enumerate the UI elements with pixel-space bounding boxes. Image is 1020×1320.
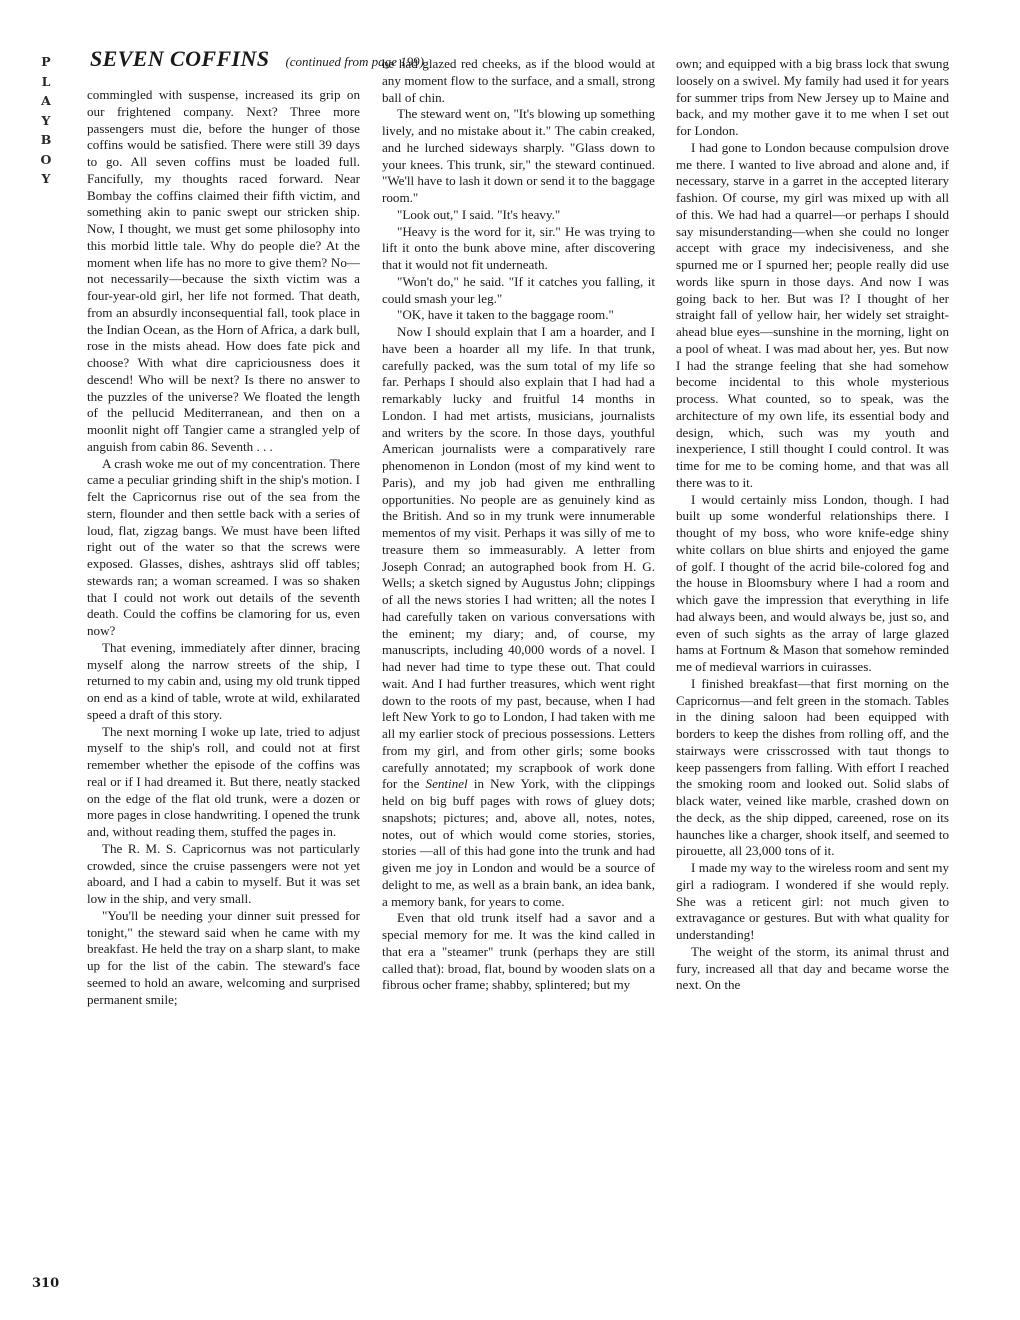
paragraph: "Look out," I said. "It's heavy." [397,206,561,222]
text-column-3 [676,56,949,994]
masthead-letter: O [40,151,52,167]
paragraph: I finished breakfast—that first morning on the Capricornus—and felt green in the stomach. Tables in the dining saloon had been equipped with borders to keep the dishes from rolling off, and the stairways were crisscrossed with taut thongs to keep passengers from falling. With effort I reached the smoking room and looked out. Solid slabs of black water, veined like marble, crashed down on the deck, as the ship dipped, careened, rose on its haunches like a charger, shook itself, and seemed to pirouette, all 23,000 tons of it. [676,675,949,859]
text-column-1 [87,87,360,1008]
paragraph: The R. M. S. Capricornus was not particularly crowded, since the cruise passengers were not yet aboard, and I had a cabin to myself. But it was set low in the ship, and very small. [87,840,360,906]
paragraph: The next morning I woke up late, tried to adjust myself to the ship's roll, and could not at first remember whether the episode of the coffins was real or if I had dreamed it. But there, neatly stacked on the edge of the flat old trunk, were a dozen or more pages in close handwriting. I opened the trunk and, without reading them, stuffed the pages in. [87,723,360,839]
paragraph: he had glazed red cheeks, as if the blood would at any moment flow to the surface, and a small, strong ball of chin. [382,56,655,105]
page-number: 310 [32,1276,60,1291]
paragraph: The weight of the storm, its animal thrust and fury, increased all that day and became worse the next. On the [676,943,949,993]
story-title: SEVEN COFFINS [90,46,270,71]
paragraph: I made my way to the wireless room and sent my girl a radiogram. I wondered if she would reply. She was a reticent girl: not much given to extravagance or gestures. But with what quality for understanding! [676,860,949,942]
masthead-letter: L [41,73,51,89]
paragraph: own; and equipped with a big brass lock that swung loosely on a swivel. My family had used it for years for summer trips from New Jersey up to Maine and back, and my mother gave it to me when I set out for London. [676,56,949,138]
paragraph: "Won't do," he said. "If it catches you falling, it could smash your leg." [382,273,655,306]
paragraph: "Heavy is the word for it, sir." He was trying to lift it onto the bunk above mine, after discovering that it would not fit underneath. [382,223,655,272]
masthead-letter: A [41,93,51,108]
paragraph: "OK, have it taken to the baggage room." [397,307,614,323]
story-heading [90,46,424,72]
paragraph: Even that old trunk itself had a savor and a special memory for me. It was the kind called in that era a "steamer" trunk (perhaps they are still called that): broad, flat, bound by wooden slats on a fibrous ocher frame; shabby, splintered; but my [382,910,655,993]
paragraph: That evening, immediately after dinner, bracing myself along the narrow streets of the ship, I returned to my cabin and, using my old trunk tipped on end as a kind of table, wrote at wild, exhilarated speed a draft of this story. [87,639,360,722]
text-column-2 [382,56,655,994]
paragraph: I had gone to London because compulsion drove me there. I wanted to live abroad and alone and, if necessary, starve in a garret in the accepted literary fashion. Of course, my girl was mixed up with all of this. We had had a quarrel—or perhaps I should say misunderstanding—when she could no longer accept with grace my indecisiveness, and she spurned me or I spurned her; people really did use words like spurn in those days. And now I was going back to her. But was I? I thought of her straight fall of yellow hair, her widely set straight-ahead blue eyes—sunshine in the morning, light on a pool of wheat. I was mad about her, yes. But now I had the strange feeling that she had somehow become incidental to this whole mysterious process. What counted, so to speak, was the architecture of my own life, its essential body and design, which, such was my youth and inexperience, I still thought I could control. It was time for me to be coming home, and that was all there was to it. [676,139,949,490]
paragraph: The steward went on, "It's blowing up something lively, and no mistake about it." The cabin creaked, and he lurched sideways sharply. "Glass down to your knees. This trunk, sir," the steward continued. "We'll have to lash it down or send it to the baggage room." [382,106,655,205]
paragraph: I would certainly miss London, though. I had built up some wonderful relationships there. I thought of my boss, who wore knife-edge shiny white collars on blue shirts and enjoyed the game of golf. I thought of the acrid bile-colored fog and the house in Bloomsbury where I had a room and which gave the impression that everything in life had always been, and would always be, just so, and even of such sights as the array of large glazed hams at Fortnum & Mason that somehow reminded me of medieval warriors in cuirasses. [676,491,949,674]
playboy-masthead [34,52,58,189]
paragraph: commingled with suspense, increased its grip on our frightened company. Next? Three more passengers must die, before the hunger of those coffins would be satisfied. There were still 39 days to go. All seven coffins must be loaded full. Fancifully, my thoughts raced forward. Near Bombay the coffins claimed their fifth victim, and something akin to panic swept our stricken ship. Now, I thought, we must get some philosophy into this morbid little tale. Why do people die? At the moment when life has no more to give them? No—not necessarily—because the sixth victim was a four-year-old girl, her life not formed. That death, from an absurdly inconsequential fall, took place in the Indian Ocean, as the Horn of Africa, a dark bull, rose in the mists ahead. How does fate pick and choose? With what dire capriciousness does it descend! Who will be next? Is there no answer to the puzzles of the universe? We floated the length of the pellucid Mediterranean, and then on a moonlit night off Tangier came a strangled yelp of anguish from cabin 86. Seventh . . . [87,87,360,454]
masthead-letter: Y [41,112,51,128]
paragraph: Now I should explain that I am a hoarder, and I have been a hoarder all my life. In that trunk, carefully packed, was the sum total of my life so far. Perhaps I should also explain that I had had a remarkably lucky and fruitful 14 months in London. I had met artists, musicians, journalists and writers by the score. In those days, youthful American journalists were a comparatively rare phenomenon in London (most of my kind went to Paris), and my job had given me enthralling opportunities. No people are as genuinely kind as the British. And so in my trunk were innumerable mementos of my visit. Perhaps it was silly of me to treasure them so immeasurably. A letter from Joseph Conrad; an autographed book from H. G. Wells; a sketch signed by Augustus John; clippings of all the news stories I had written; all the notes I had carefully taken on various conversations with the eminent; my diary; and, of course, my manuscripts, including 40,000 words of a novel. I had never had time to type these out. That could wait. And I had further treasures, which went right down to the roots of my past, because, when I had left New York to go to London, I had taken with me all my earlier stock of precious possessions. Letters from my girl, and from other girls; some books carefully annotated; my scrapbook of work done for the Sentinel in New York, with the clippings held on big buff pages with rows of gluey dots; snapshots; pictures; and, above all, notes, notes, notes, out of which would come stories, stories, stories —all of this had gone into the trunk and had given me joy in London and would be a source of delight to me, as well as a brain bank, an idea bank, a memory bank, for years to come. [382,324,656,909]
masthead-letter: B [40,132,52,147]
masthead-letter: Y [41,171,51,186]
continued-note: (continued from page 199) [285,54,424,69]
masthead-letter: P [41,54,51,69]
paragraph: "You'll be needing your dinner suit pressed for tonight," the steward said when he came with my breakfast. He held the tray on a sharp slant, to make up for the list of the cabin. The steward's face seemed to hold an aware, welcoming and surprised permanent smile; [87,907,360,1007]
paragraph: A crash woke me out of my concentration. There came a peculiar grinding shift in the ship's motion. I felt the Capricornus rise out of the sea from the stern, flounder and then settle back with a series of loud, flat, zigzag bangs. We must have been lifted right out of the water so that the screws were exposed. Glasses, dishes, ashtrays slid off tables; stewards ran; a woman screamed. I was so shaken that I could not work out details of the seventh death. Could the coffins be clamoring for us, even now? [87,455,360,638]
